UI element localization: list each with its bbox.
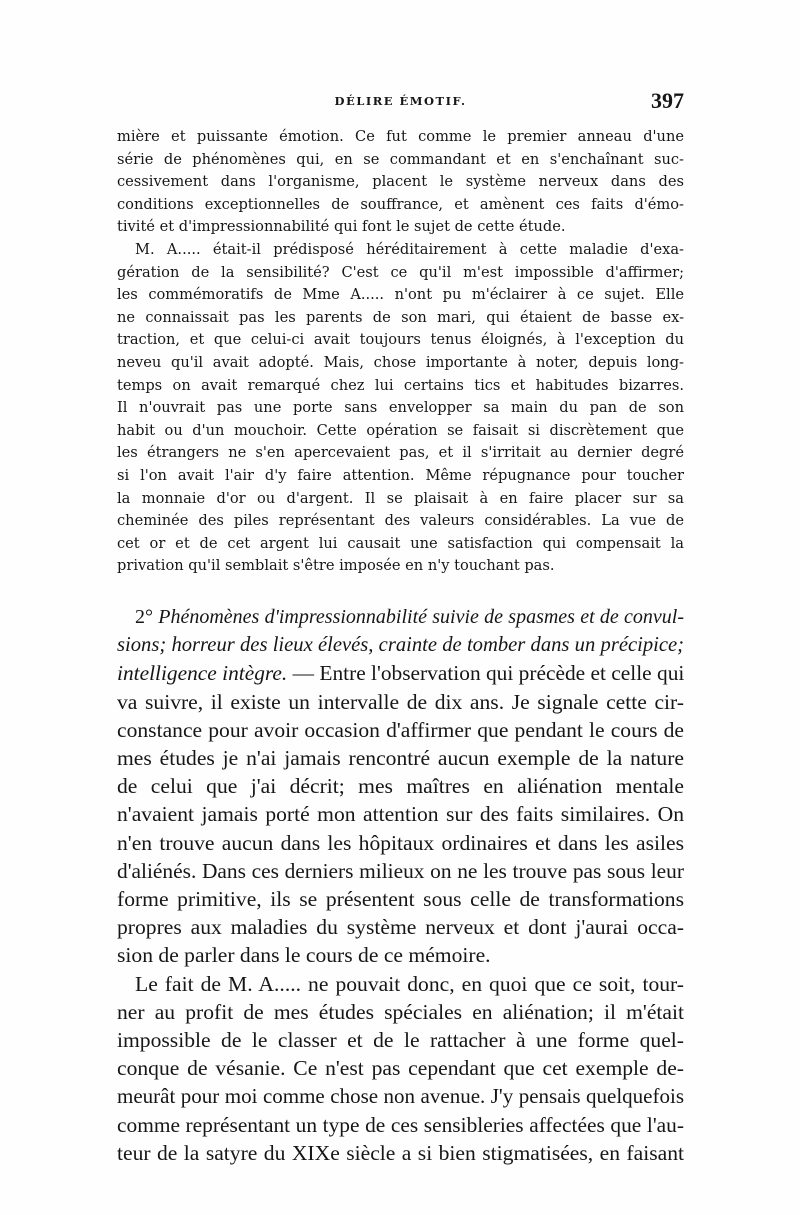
text-line: série de phénomènes qui, en se commandant et en s'enchaînant suc- — [117, 150, 684, 168]
text-line: conditions exceptionnelles de souffrance, et amènent ces faits d'émo- — [117, 195, 684, 213]
page-number: 397 — [651, 88, 684, 113]
text-line: traction, et que celui-ci avait toujours tenus éloignés, à l'exception du — [117, 331, 684, 349]
text-line: ne connaissait pas les parents de son mari, qui étaient de basse ex- — [117, 308, 684, 326]
text-line: propres aux maladies du système nerveux et dont j'aurai occa- — [117, 915, 684, 940]
text-line: la monnaie d'or ou d'argent. Il se plaisait à en faire placer sur sa — [117, 489, 684, 507]
text-line: meurât pour moi comme chose non avenue. J'y pensais quelquefois — [117, 1084, 684, 1109]
text-line: n'en trouve aucun dans les hôpitaux ordinaires et dans les asiles — [117, 830, 684, 855]
text-line: cheminée des piles représentant des valeurs considérables. La vue de — [117, 512, 684, 530]
text-line: comme représentant un type de ces sensibleries affectées que l'au- — [117, 1112, 684, 1137]
text-line: forme primitive, ils se présentent sous celle de transformations — [117, 887, 684, 912]
text-line: gération de la sensibilité? C'est ce qu'il m'est impossible d'affirmer; — [117, 263, 684, 281]
text-line: temps on avait remarqué chez lui certains tics et habitudes bizarres. — [117, 376, 684, 394]
paragraph-2 — [117, 239, 684, 578]
paragraph-1 — [117, 126, 684, 239]
text-line: privation qu'il semblait s'être imposée en n'y touchant pas. — [117, 557, 555, 575]
text-line: habit ou d'un mouchoir. Cette opération se faisait si discrètement que — [117, 421, 684, 439]
text-line: ner au profit de mes études spéciales en aliénation; il m'était — [117, 999, 684, 1024]
heading-text: Phénomènes d'impressionnabilité suivie de spasmes et de convul- — [158, 606, 684, 628]
paragraph-start: — Entre l'observation qui précède et celle qui — [292, 661, 684, 686]
text-line: cet or et de cet argent lui causait une satisfaction qui compensait la — [117, 534, 684, 552]
text-line: neveu qu'il avait adopté. Mais, chose importante à noter, depuis long- — [117, 353, 684, 371]
text-line: teur de la satyre du XIXe siècle a si bien stigmatisées, en faisant — [117, 1140, 684, 1165]
text-line: va suivre, il existe un intervalle de dix ans. Je signale cette cir- — [117, 689, 684, 714]
large-print-block — [117, 603, 684, 1167]
page-header — [117, 88, 684, 118]
text-line: tivité et d'impressionnabilité qui font le sujet de cette étude. — [117, 218, 566, 236]
small-print-block — [117, 126, 684, 578]
text-line: constance pour avoir occasion d'affirmer que pendant le cours de — [117, 717, 684, 742]
text-line: n'avaient jamais porté mon attention sur des faits similaires. On — [117, 802, 684, 827]
paragraph-3 — [117, 688, 684, 970]
text-line: les commémoratifs de Mme A..... n'ont pu m'éclairer à ce sujet. Elle — [117, 286, 684, 304]
heading-text: intelligence intègre. — [117, 661, 288, 686]
paragraph-4 — [117, 970, 684, 1167]
text-line: M. A..... était-il prédisposé héréditairement à cette maladie d'exa- — [135, 240, 684, 258]
heading-line — [117, 659, 684, 687]
text-line: conque de vésanie. Ce n'est pas cependant que cet exemple de- — [117, 1056, 684, 1081]
text-line: si l'on avait l'air d'y faire attention. Même répugnance pour toucher — [117, 466, 684, 484]
text-line: Le fait de M. A..... ne pouvait donc, en quoi que ce soit, tour- — [135, 971, 684, 996]
heading-line: sions; horreur des lieux élevés, crainte de tomber dans un précipice; — [117, 634, 684, 657]
text-line: mière et puissante émotion. Ce fut comme le premier anneau d'une — [117, 128, 684, 145]
text-line: les étrangers ne s'en apercevaient pas, et il s'irritait au dernier degré — [117, 444, 684, 462]
text-line: impossible de le classer et de le rattacher à une forme quel- — [117, 1028, 684, 1053]
text-line: mes études je n'ai jamais rencontré aucun exemple de la nature — [117, 746, 684, 771]
text-line: sion de parler dans le cours de ce mémoire. — [117, 943, 491, 968]
section-heading — [117, 603, 684, 688]
running-title: DÉLIRE ÉMOTIF. — [334, 94, 467, 108]
heading-line — [117, 603, 684, 631]
text-line: cessivement dans l'organisme, placent le système nerveux dans des — [117, 173, 684, 191]
text-line: de celui que j'ai décrit; mes maîtres en aliénation mentale — [117, 774, 684, 799]
section-number: 2° — [135, 606, 153, 628]
text-line: d'aliénés. Dans ces derniers milieux on ne les trouve pas sous leur — [117, 858, 684, 883]
text-line: Il n'ouvrait pas une porte sans envelopper sa main du pan de son — [117, 399, 684, 417]
